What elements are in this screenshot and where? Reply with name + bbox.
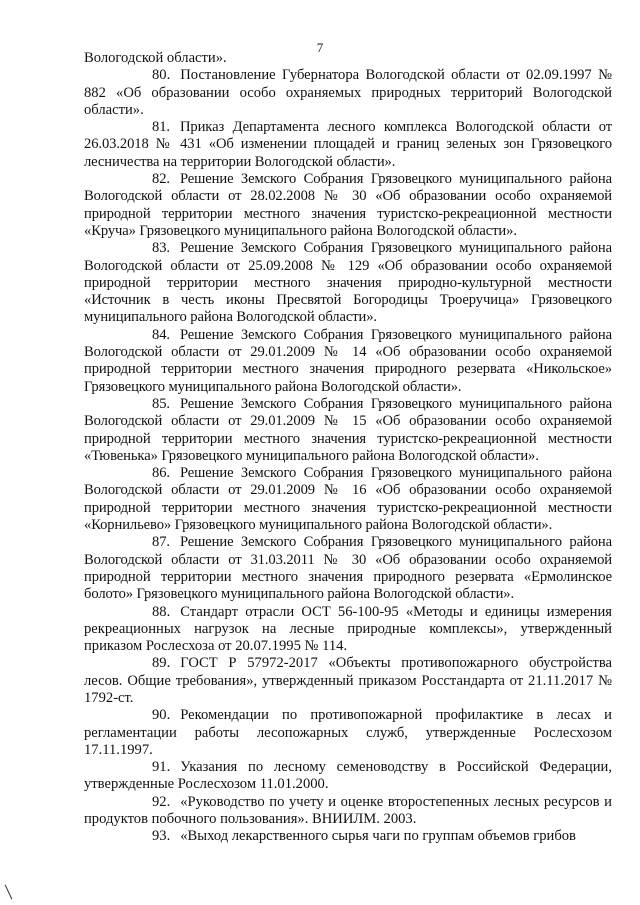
list-item-81 — [84, 119, 612, 171]
item-number: 87. — [152, 534, 170, 551]
list-item-continuation — [84, 50, 612, 67]
item-text: Стандарт отрасли ОСТ 56-100-95 «Методы и единицы измерения рекреационных нагрузок на лесные природные комплексы», утвержденный приказом Рослесхоза от 20.07.1995 № 114. — [84, 603, 612, 655]
list-item-82 — [84, 171, 612, 240]
item-text: Решение Земского Собрания Грязовецкого муниципального района Вологодской области от 29.01.2009 № 16 «Об образовании особо охраняемой природной территории местного значения туристско-рекреационной местности «Корнильево» Грязовецкого муниципального района Вологодской области». — [84, 465, 612, 534]
item-number: 93. — [152, 828, 171, 845]
item-number: 81. — [152, 119, 170, 136]
list-item-91 — [84, 759, 612, 794]
page-number: 7 — [316, 40, 324, 55]
list-item-86 — [84, 465, 612, 534]
item-text: ГОСТ Р 57972-2017 «Объекты противопожарного обустройства лесов. Общие требования», утвержденный приказом Росстандарта от 21.11.2017 № 1792-ст. — [84, 655, 612, 706]
item-text: Рекомендации по противопожарной профилактике в лесах и регламентации работы лесопожарных служб, утвержденные Рослесхозом 17.11.1997. — [84, 707, 612, 758]
item-text: Приказ Департамента лесного комплекса Вологодской области от 26.03.2018 № 431 «Об изменении площадей и границ зеленых зон Грязовецкого лесничества на территории Вологодской области». — [84, 119, 612, 170]
scan-mark — [5, 885, 13, 900]
document-body — [84, 50, 612, 846]
item-number: 89. — [152, 655, 171, 672]
item-number: 85. — [152, 395, 170, 412]
item-number: 80. — [152, 67, 171, 84]
item-text: «Выход лекарственного сырья чаги по группам объемов грибов — [180, 828, 576, 845]
list-item-92 — [84, 794, 612, 829]
item-text: Решение Земского Собрания Грязовецкого муниципального района Вологодской области от 25.09.2008 № 129 «Об образовании особо охраняемой природной территории местного значения природно-культурной местности «Источник в честь иконы Пресвятой Богородицы Троеручица» Грязовецкого муниципального района Вологодской области». — [84, 240, 612, 326]
list-item-89 — [84, 655, 612, 707]
item-text: Постановление Губернатора Вологодской области от 02.09.1997 № 882 «Об образовании особо охраняемых природных территорий Вологодской области». — [84, 67, 612, 118]
list-item-80 — [84, 67, 612, 119]
item-number: 83. — [152, 240, 170, 257]
list-item-93 — [84, 828, 612, 845]
item-text: Решение Земского Собрания Грязовецкого муниципального района Вологодской области от 31.03.2011 № 30 «Об образовании особо охраняемой природной территории местного значения природного резервата «Ермолинское болото» Грязовецкого муниципального района Вологодской области». — [84, 534, 612, 603]
item-number: 82. — [152, 171, 170, 188]
list-item-87 — [84, 534, 612, 603]
item-text: Решение Земского Собрания Грязовецкого муниципального района Вологодской области от 28.02.2008 № 30 «Об образовании особо охраняемой природной территории местного значения туристско-рекреационной местности «Круча» Грязовецкого муниципального района Вологодской области». — [84, 171, 612, 239]
list-item-83 — [84, 240, 612, 326]
item-number: 84. — [152, 326, 170, 343]
item-text: «Руководство по учету и оценке второстепенных лесных ресурсов и продуктов побочного пользования». ВНИИЛМ. 2003. — [84, 793, 612, 828]
item-text: Вологодской области». — [84, 50, 227, 66]
item-number: 90. — [152, 707, 171, 724]
item-text: Решение Земского Собрания Грязовецкого муниципального района Вологодской области от 29.01.2009 № 15 «Об образовании особо охраняемой природной территории местного значения туристско-рекреационной местности «Тювенька» Грязовецкого муниципального района Вологодской области». — [84, 395, 612, 464]
item-number: 86. — [152, 465, 170, 482]
list-item-84 — [84, 327, 612, 396]
item-number: 88. — [152, 603, 171, 620]
list-item-88 — [84, 604, 612, 656]
item-text: Решение Земского Собрания Грязовецкого муниципального района Вологодской области от 29.01.2009 № 14 «Об образовании особо охраняемой природной территории местного значения природного резервата «Никольское» Грязовецкого муниципального района Вологодской области». — [84, 326, 612, 395]
item-number: 91. — [152, 759, 171, 776]
item-number: 92. — [152, 793, 171, 810]
list-item-90 — [84, 707, 612, 759]
list-item-85 — [84, 396, 612, 465]
item-text: Указания по лесному семеноводству в Российской Федерации, утвержденные Рослесхозом 11.01.2000. — [84, 759, 612, 793]
